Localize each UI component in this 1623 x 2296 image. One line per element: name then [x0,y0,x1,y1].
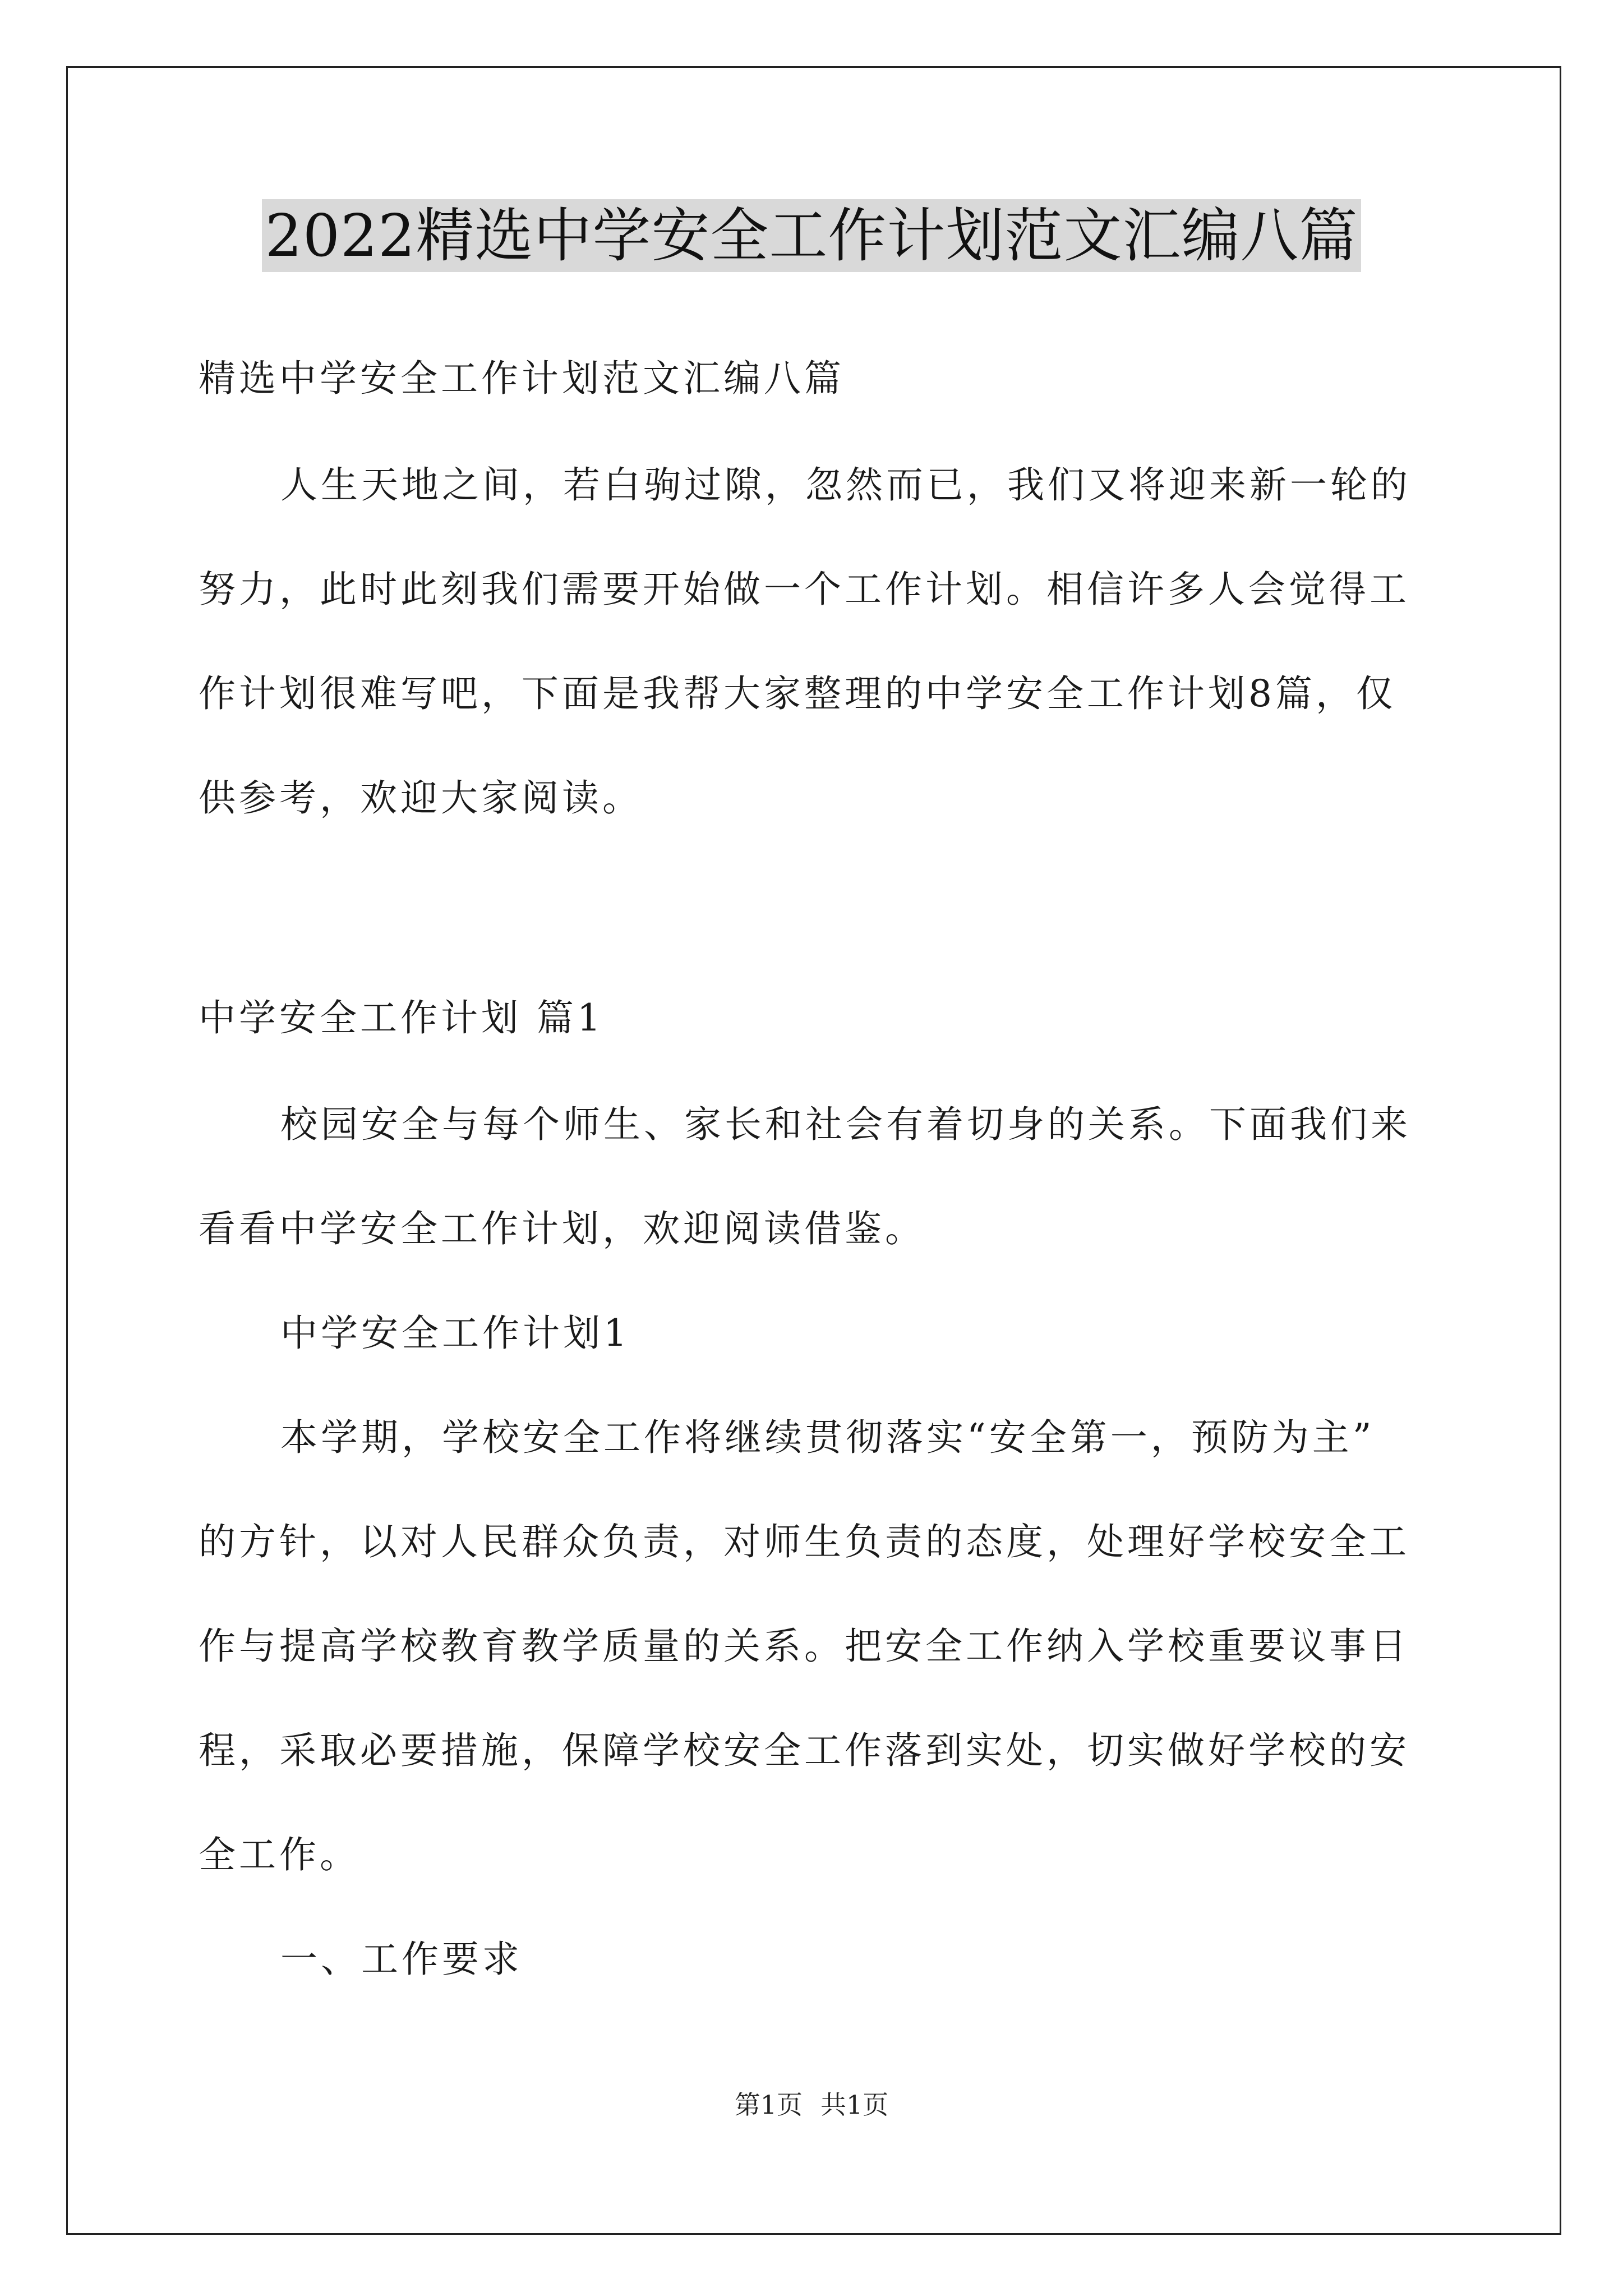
intro-line-1: 人生天地之间，若白驹过隙，忽然而已，我们又将迎来新一轮的 [280,463,1411,507]
title-container [0,199,1623,272]
page-footer [0,2088,1623,2122]
plan-heading: 中学安全工作计划1 [280,1312,630,1355]
document-subtitle: 精选中学安全工作计划范文汇编八篇 [199,357,845,400]
document-title: 2022精选中学安全工作计划范文汇编八篇 [262,199,1362,272]
page-number: 第1页 [734,2090,803,2120]
plan-line-2: 的方针，以对人民群众负责，对师生负责的态度，处理好学校安全工 [199,1520,1410,1563]
section1-line-1: 校园安全与每个师生、家长和社会有着切身的关系。下面我们来 [280,1103,1411,1146]
plan-line-3: 作与提高学校教育教学质量的关系。把安全工作纳入学校重要议事日 [199,1625,1410,1668]
plan-line-5: 全工作。 [199,1833,360,1876]
page-total: 共1页 [820,2090,889,2120]
section1-line-2: 看看中学安全工作计划，欢迎阅读借鉴。 [199,1207,925,1250]
intro-line-2: 努力，此时此刻我们需要开始做一个工作计划。相信许多人会觉得工 [199,568,1410,611]
subheading: 一、工作要求 [280,1938,523,1981]
intro-line-3: 作计划很难写吧，下面是我帮大家整理的中学安全工作计划8篇，仅 [199,672,1396,715]
intro-line-4: 供参考，欢迎大家阅读。 [199,776,643,820]
plan-line-1: 本学期，学校安全工作将继续贯彻落实“安全第一，预防为主” [280,1416,1375,1459]
plan-line-4: 程，采取必要措施，保障学校安全工作落到实处，切实做好学校的安 [199,1729,1410,1772]
section-heading-1: 中学安全工作计划 篇1 [199,996,604,1039]
